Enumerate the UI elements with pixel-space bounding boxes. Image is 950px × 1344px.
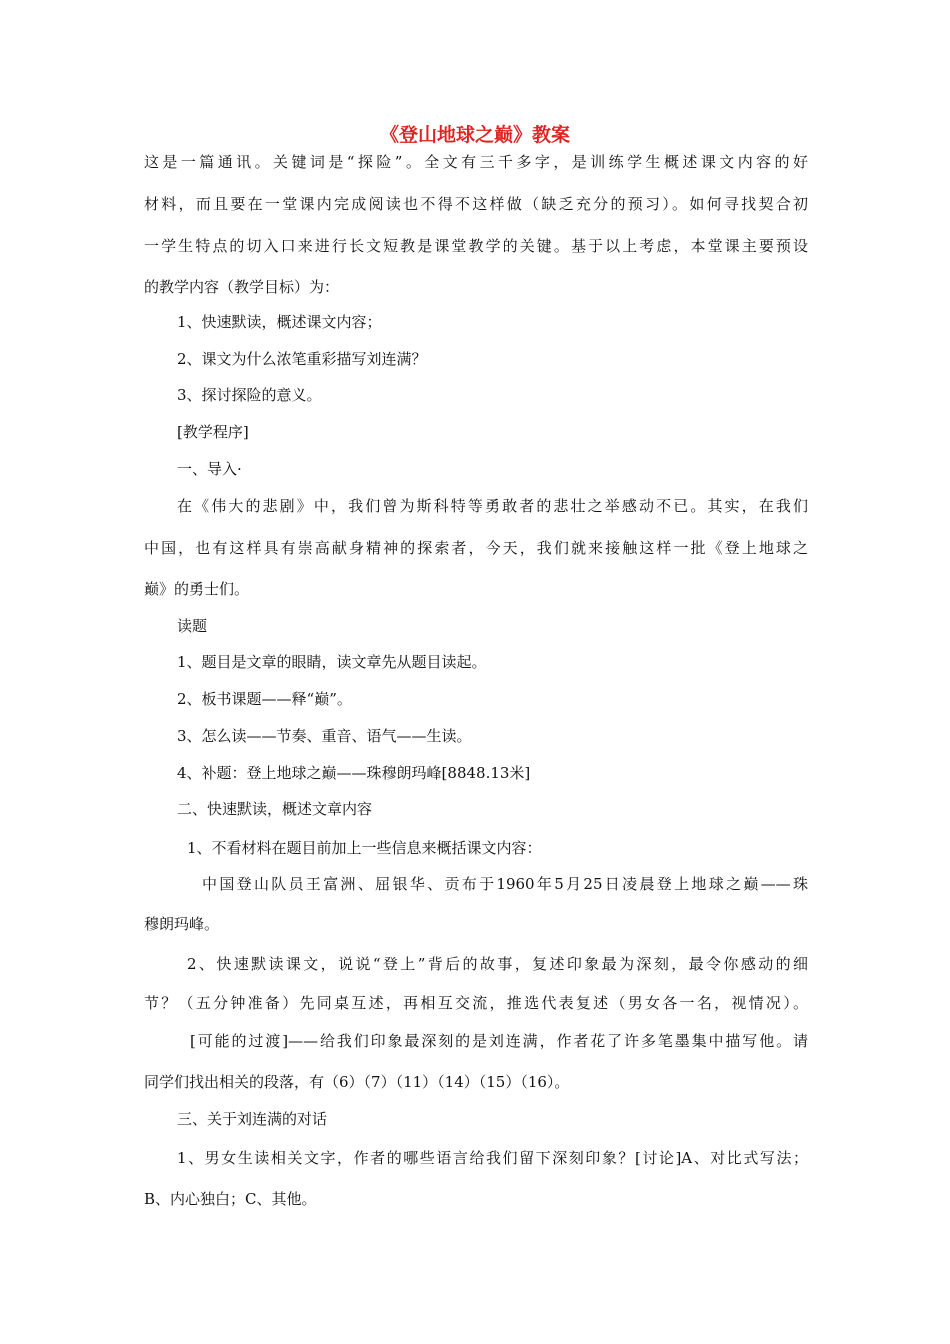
- list-item: 1、快速默读，概述课文内容；: [177, 313, 382, 331]
- list-item: 4、补题：登上地球之巅——珠穆朗玛峰[8848.13米]: [177, 764, 531, 782]
- list-item: 2、课文为什么浓笔重彩描写刘连满？: [177, 350, 427, 368]
- section-heading: 二、快速默读，概述文章内容: [177, 800, 373, 818]
- section-heading: 一、导入·: [177, 460, 242, 478]
- paragraph-line: 这是一篇通讯。关键词是“探险”。全文有三千多字，是训练学生概述课文内容的好: [144, 153, 808, 171]
- paragraph-line: 一学生特点的切入口来进行长文短教是课堂教学的关键。基于以上考虑，本堂课主要预设: [144, 237, 808, 255]
- section-heading: 三、关于刘连满的对话: [177, 1110, 328, 1128]
- section-heading: 读题: [177, 617, 208, 635]
- paragraph-line: 的教学内容（教学目标）为：: [144, 278, 340, 296]
- paragraph-line: 节？（五分钟准备）先同桌互述，再相互交流，推选代表复述（男女各一名，视情况）。: [144, 994, 808, 1012]
- list-item: 3、怎么读——节奏、重音、语气——生读。: [177, 727, 472, 745]
- document-title: 《登山地球之巅》教案: [379, 124, 570, 146]
- paragraph-line: 同学们找出相关的段落，有（6）（7）（11）（14）（15）（16）。: [144, 1073, 570, 1091]
- paragraph-line: B、内心独白；C、其他。: [144, 1190, 317, 1208]
- paragraph-line: 中国，也有这样具有崇高献身精神的探索者，今天，我们就来接触这样一批《登上地球之: [144, 539, 808, 557]
- paragraph-line: 1、男女生读相关文字，作者的哪些语言给我们留下深刻印象？[讨论]A、对比式写法；: [177, 1149, 808, 1167]
- paragraph-line: [可能的过渡]——给我们印象最深刻的是刘连满，作者花了许多笔墨集中描写他。请: [190, 1032, 808, 1050]
- paragraph-line: 巅》的勇士们。: [144, 580, 250, 598]
- paragraph-line: 2、快速默读课文，说说“登上”背后的故事，复述印象最为深刻，最令你感动的细: [187, 955, 808, 973]
- list-item: 1、不看材料在题目前加上一些信息来概括课文内容：: [187, 839, 542, 857]
- section-heading: [教学程序]: [177, 423, 249, 441]
- list-item: 2、板书课题——释“巅”。: [177, 690, 352, 708]
- list-item: 3、探讨探险的意义。: [177, 386, 322, 404]
- paragraph-line: 材料，而且要在一堂课内完成阅读也不得不这样做（缺乏充分的预习）。如何寻找契合初: [144, 195, 808, 213]
- paragraph-line: 在《伟大的悲剧》中，我们曾为斯科特等勇敢者的悲壮之举感动不已。其实，在我们: [177, 497, 808, 515]
- paragraph-line: 中国登山队员王富洲、屈银华、贡布于1960年5月25日凌晨登上地球之巅——珠: [202, 875, 808, 893]
- paragraph-line: 穆朗玛峰。: [144, 915, 220, 933]
- list-item: 1、题目是文章的眼睛，读文章先从题目读起。: [177, 653, 487, 671]
